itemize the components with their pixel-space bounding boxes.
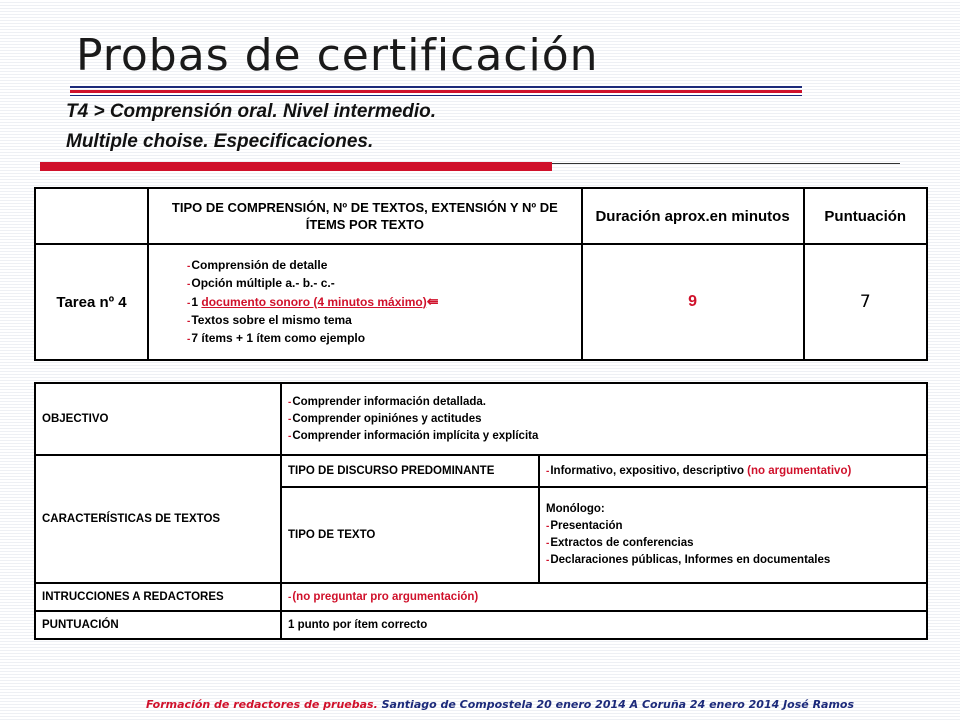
specifications-table bbox=[34, 382, 928, 640]
list-item: -Opción múltiple a.- b.- c.- bbox=[187, 275, 335, 290]
text-type-heading: Monólogo: bbox=[546, 503, 605, 515]
score-value: 7 bbox=[804, 244, 928, 360]
red-divider-bar bbox=[40, 162, 552, 171]
instructions-value: -(no preguntar pro argumentación) bbox=[281, 583, 927, 611]
audio-document-note: documento sonoro (4 minutos máximo) bbox=[201, 294, 427, 309]
task-items bbox=[148, 244, 582, 360]
list-item: -Comprensión de detalle bbox=[187, 257, 328, 272]
subtitle-task: T4 > Comprensión oral. Nivel intermedio. bbox=[66, 101, 437, 122]
list-item: -Presentación bbox=[546, 520, 623, 532]
list-item: -Declaraciones públicas, Informes en documentales bbox=[546, 554, 831, 566]
score-label: PUNTUACIÓN bbox=[35, 611, 281, 639]
list-item: -1 documento sonoro (4 minutos máximo)⇚ bbox=[187, 292, 439, 309]
header-duration: Duración aprox.en minutos bbox=[582, 188, 804, 244]
discourse-type-value: -Informativo, expositivo, descriptivo (no argumentativo) bbox=[539, 455, 927, 487]
task-label: Tarea nº 4 bbox=[35, 244, 148, 360]
text-type-label: TIPO DE TEXTO bbox=[281, 487, 539, 583]
instructions-label: INTRUCCIONES A REDACTORES bbox=[35, 583, 281, 611]
objective-items bbox=[281, 383, 927, 455]
discourse-type-label: TIPO DE DISCURSO PREDOMINANTE bbox=[281, 455, 539, 487]
title-rule-blue bbox=[70, 86, 802, 88]
score-rule: 1 punto por ítem correcto bbox=[281, 611, 927, 639]
task-table bbox=[34, 187, 928, 361]
list-item: -Comprender información detallada. bbox=[288, 395, 486, 408]
header-score: Puntuación bbox=[804, 188, 928, 244]
empty-header-cell bbox=[35, 188, 148, 244]
list-item: -Comprender opiniónes y actitudes bbox=[288, 412, 482, 425]
left-arrow-icon: ⇚ bbox=[426, 292, 439, 309]
page-title: Probas de certificación bbox=[76, 30, 599, 81]
list-item: -Extractos de conferencias bbox=[546, 537, 694, 549]
not-argumentative-note: (no argumentativo) bbox=[747, 464, 852, 477]
list-item: -7 ítems + 1 ítem como ejemplo bbox=[187, 330, 366, 345]
thin-divider-line bbox=[552, 163, 900, 164]
objective-label: OBJECTIVO bbox=[35, 383, 281, 455]
footer-credits: Formación de redactores de pruebas. Santiago de Compostela 20 enero 2014 A Coruña 24 enero 2014 José Ramos bbox=[146, 698, 855, 711]
text-type-value bbox=[539, 487, 927, 583]
list-item: -Textos sobre el mismo tema bbox=[187, 312, 352, 327]
title-rule-red bbox=[70, 90, 802, 93]
characteristics-label: CARACTERÍSTICAS DE TEXTOS bbox=[35, 455, 281, 583]
list-item: -Comprender información implícita y explícita bbox=[288, 429, 539, 442]
title-rule-blue-thin bbox=[70, 95, 802, 96]
header-comprehension-type: TIPO DE COMPRENSIÓN, Nº DE TEXTOS, EXTENSIÓN Y Nº DE ÍTEMS POR TEXTO bbox=[148, 188, 582, 244]
duration-value: 9 bbox=[582, 244, 804, 360]
subtitle-spec: Multiple choise. Especificaciones. bbox=[66, 131, 374, 152]
